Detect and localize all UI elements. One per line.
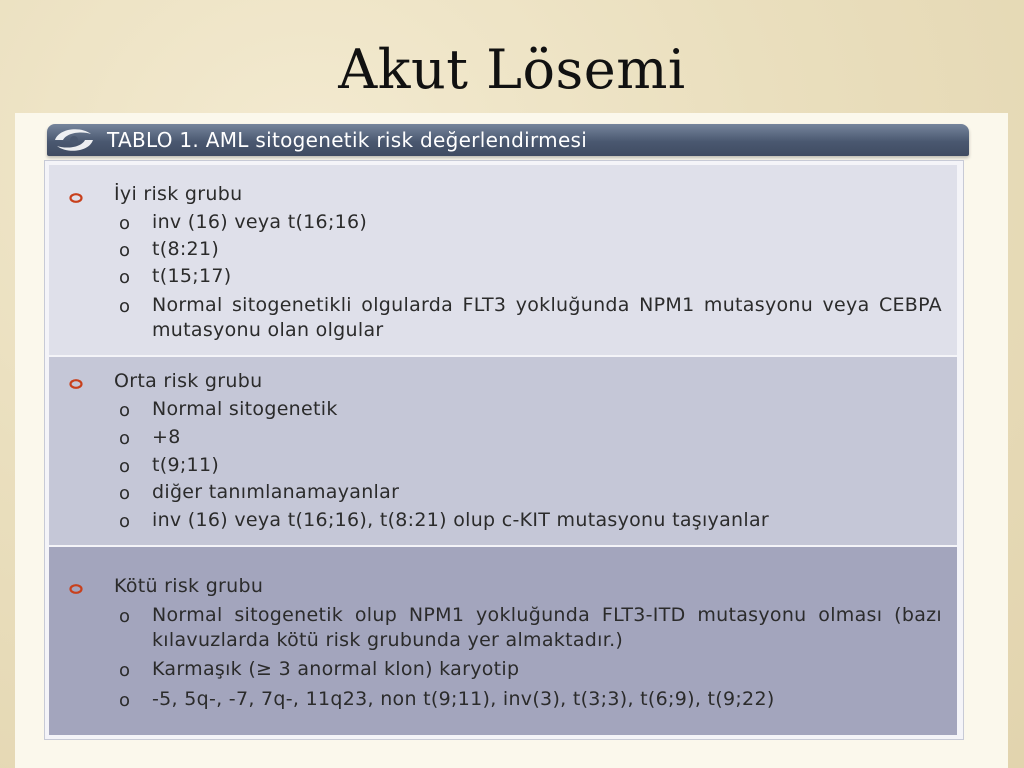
list-item: inv (16) veya t(16;16) [152, 211, 368, 233]
sub-bullet: o [119, 267, 131, 288]
list-item: Normal sitogenetik olup NPM1 yokluğunda FLT3-ITD mutasyonu olması (bazı kılavuzlarda kötü risk grubunda yer almaktadır.) [152, 604, 942, 651]
sub-bullet: o [119, 213, 131, 234]
sub-bullet: o [119, 428, 131, 449]
sub-bullet: o [119, 660, 131, 681]
red-ring-bullet-icon [69, 584, 83, 594]
list-item: Normal sitogenetikli olgularda FLT3 yokluğunda NPM1 mutasyonu veya CEBPA mutasyonu olan olgular [152, 294, 942, 341]
sub-bullet: o [119, 400, 131, 421]
poor-risk-section [49, 547, 957, 735]
list-item: Karmaşık (≥ 3 anormal klon) karyotip [152, 658, 520, 680]
sub-bullet: o [119, 606, 131, 627]
table-title: TABLO 1. AML sitogenetik risk değerlendirmesi [107, 128, 588, 152]
table-header [47, 124, 969, 156]
list-item: inv (16) veya t(16;16), t(8:21) olup c-KIT mutasyonu taşıyanlar [152, 509, 770, 531]
group-title-good: İyi risk grubu [114, 183, 243, 205]
list-item: Normal sitogenetik [152, 398, 338, 420]
group-title-medium: Orta risk grubu [114, 370, 263, 392]
list-item: +8 [152, 426, 181, 448]
sub-bullet: o [119, 240, 131, 261]
group-title-poor: Kötü risk grubu [114, 575, 264, 597]
red-ring-bullet-icon [69, 379, 83, 389]
list-item: diğer tanımlanamayanlar [152, 481, 400, 503]
swirl-logo-icon [51, 126, 97, 154]
medium-risk-section [49, 357, 957, 545]
sub-bullet: o [119, 296, 131, 317]
red-ring-bullet-icon [69, 193, 83, 203]
slide-title: Akut Lösemi [338, 38, 686, 101]
sub-bullet: o [119, 690, 131, 711]
risk-table [44, 160, 964, 740]
list-item: t(8:21) [152, 238, 220, 260]
list-item: t(15;17) [152, 265, 232, 287]
sub-bullet: o [119, 483, 131, 504]
sub-bullet: o [119, 511, 131, 532]
list-item: t(9;11) [152, 454, 220, 476]
sub-bullet: o [119, 456, 131, 477]
good-risk-section [49, 165, 957, 355]
list-item: -5, 5q-, -7, 7q-, 11q23, non t(9;11), inv(3), t(3;3), t(6;9), t(9;22) [152, 688, 775, 710]
